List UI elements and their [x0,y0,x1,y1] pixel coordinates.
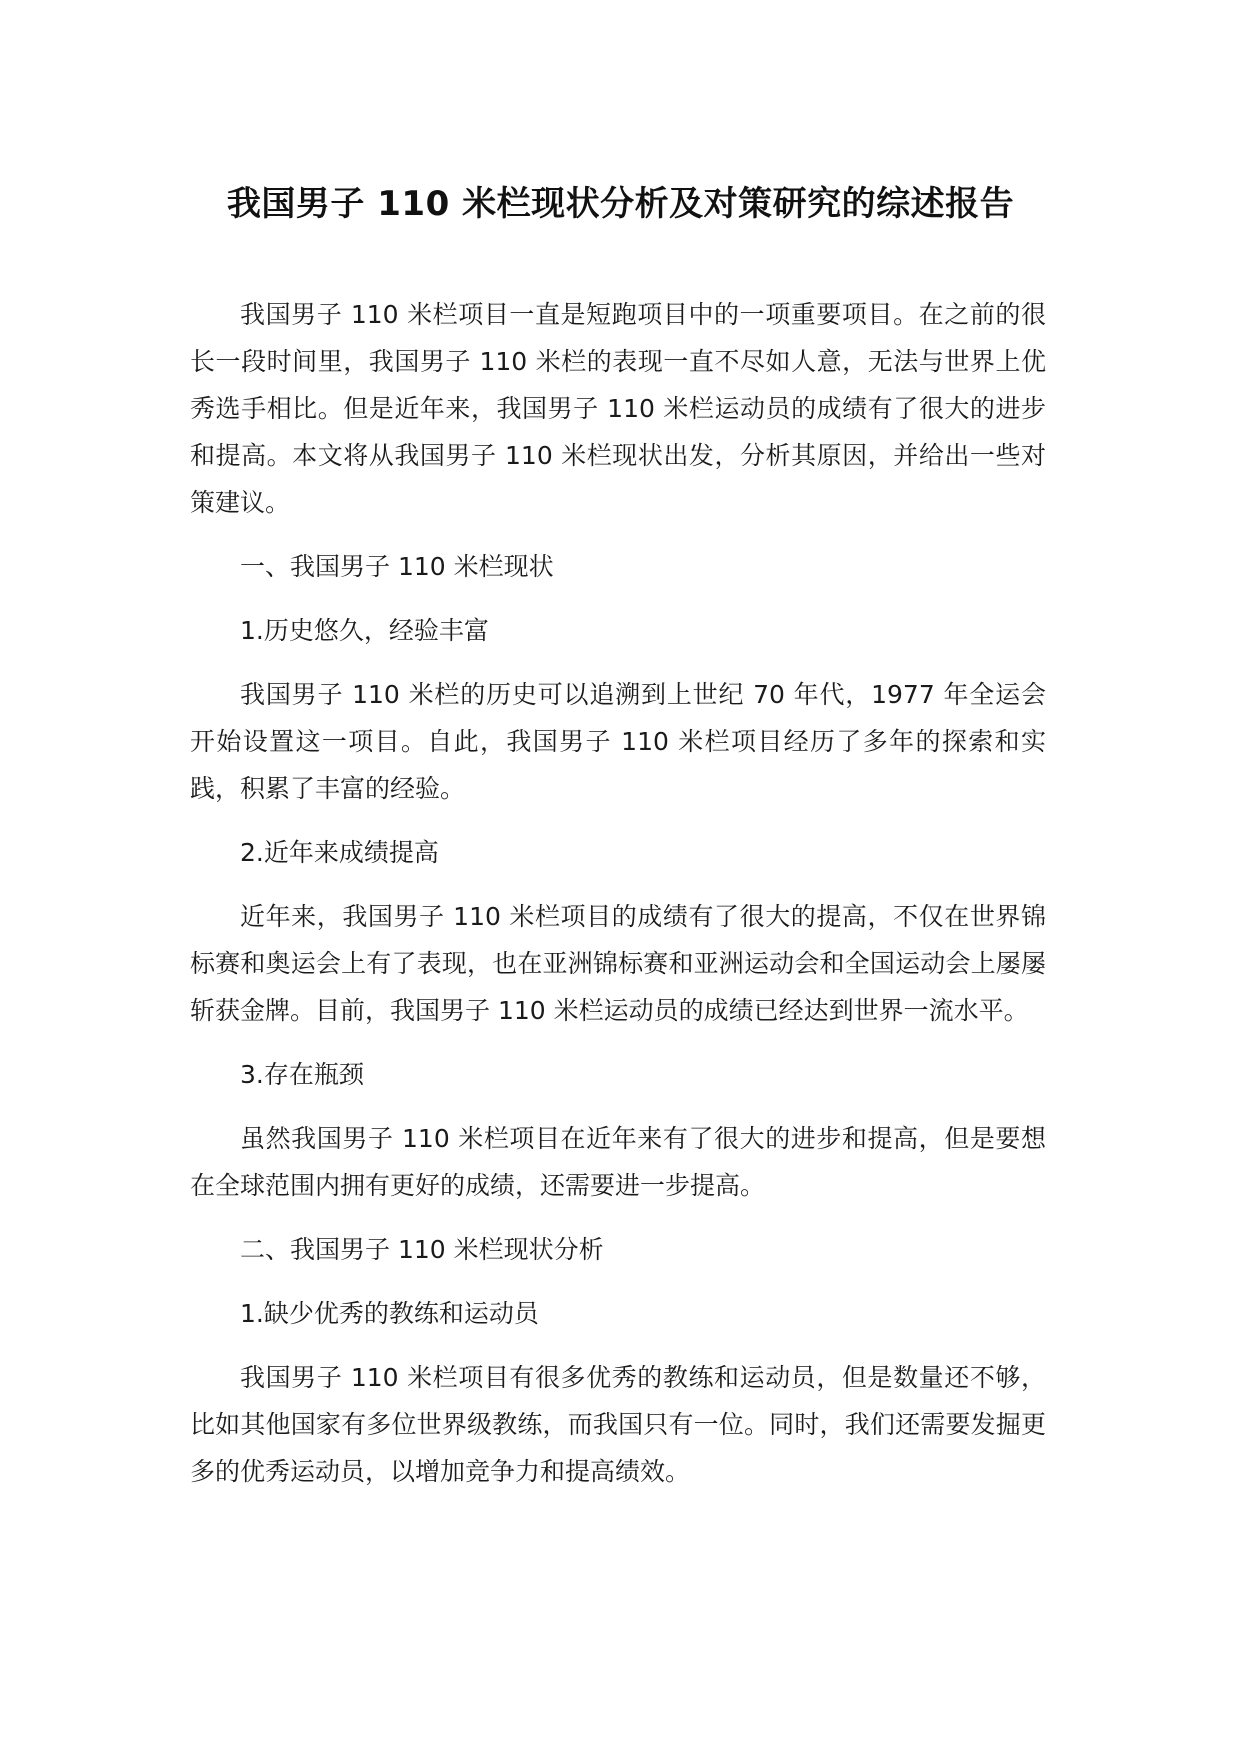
section-heading-1: 一、我国男子 110 米栏现状 [240,552,554,581]
subsection-heading-2-1: 1.缺少优秀的教练和运动员 [240,1299,539,1328]
section-heading-2: 二、我国男子 110 米栏现状分析 [240,1235,604,1264]
paragraph-recent-results: 近年来，我国男子 110 米栏项目的成绩有了很大的提高，不仅在世界锦标赛和奥运会上有了表现，也在亚洲锦标赛和亚洲运动会和全国运动会上屡屡斩获金牌。目前，我国男子 110 米栏运动员的成绩已经达到世界一流水平。 [190,902,1046,1025]
subsection-heading-1-3: 3.存在瓶颈 [240,1060,364,1089]
subsection-heading-1-1: 1.历史悠久，经验丰富 [240,616,489,645]
document-body [190,291,1046,1512]
paragraph-coaches-athletes: 我国男子 110 米栏项目有很多优秀的教练和运动员，但是数量还不够，比如其他国家有多位世界级教练，而我国只有一位。同时，我们还需要发掘更多的优秀运动员，以增加竞争力和提高绩效。 [190,1363,1046,1486]
paragraph-bottleneck: 虽然我国男子 110 米栏项目在近年来有了很大的进步和提高，但是要想在全球范围内拥有更好的成绩，还需要进一步提高。 [190,1124,1046,1200]
subsection-heading-1-2: 2.近年来成绩提高 [240,838,439,867]
document-title: 我国男子 110 米栏现状分析及对策研究的综述报告 [226,184,1015,224]
paragraph-intro: 我国男子 110 米栏项目一直是短跑项目中的一项重要项目。在之前的很长一段时间里，我国男子 110 米栏的表现一直不尽如人意，无法与世界上优秀选手相比。但是近年来，我国男子 110 米栏运动员的成绩有了很大的进步和提高。本文将从我国男子 110 米栏现状出发，分析其原因，并给出一些对策建议。 [190,300,1046,517]
paragraph-history: 我国男子 110 米栏的历史可以追溯到上世纪 70 年代，1977 年全运会开始设置这一项目。自此，我国男子 110 米栏项目经历了多年的探索和实践，积累了丰富的经验。 [190,680,1046,803]
